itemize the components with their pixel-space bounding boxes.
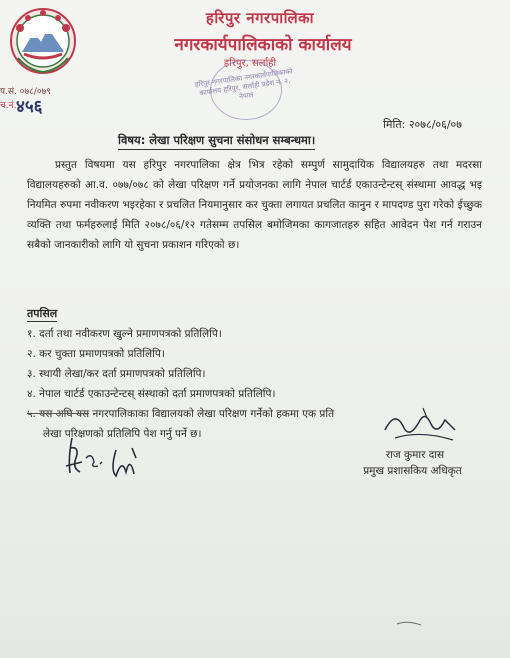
list-item: २. कर चुक्ता प्रमाणपत्रको प्रतिलिपि। xyxy=(27,348,165,360)
notice-body xyxy=(27,155,482,255)
list-item: ३. स्थायी लेखा/कर दर्ता प्रमाणपत्रको प्रतिलिपि। xyxy=(27,368,206,380)
struck-text: ५. यस अघि यस xyxy=(27,408,90,420)
nepal-emblem-icon xyxy=(8,6,78,76)
stamp-text: हरिपुर नगरपालिका नगरकार्यपालिकाको कार्यालय हरिपुर, सर्लाही प्रदेश नं. २, नेपाल xyxy=(194,67,294,101)
pen-mark-icon xyxy=(395,618,425,628)
body-paragraph: प्रस्तुत विषयमा यस हरिपुर नगरपालिका क्षेत्र भित्र रहेको सम्पुर्ण सामुदायिक विद्यालयहरु तथा मदरसा विद्यालयहरुको आ.व. ०७७/०७८ को लेखा परिक्षण गर्ने प्रयोजनका लागि नेपाल चार्टर्ड एकाउन्टेन्टस् संस्थामा आवद्ध भइ नियमित रुपमा नवीकरण भइरहेका र प्रचलित नियमानुसार कर चुक्ता लगायत प्रचलित कानुन र मापदण्ड पुरा गरेको ईच्छुक व्यक्ति तथा फर्महरुलाई मिति २०७८/०६/१२ गतेसम्म तपसिल बमोजिमका कागजातहरु सहित आवेदन पेश गर्न गराउन सबैको जानकारीको लागि यो सुचना प्रकाशन गरिएको छ। xyxy=(27,159,482,251)
chalani-number: ४५६ xyxy=(16,97,43,117)
signer-name: राज कुमार दास xyxy=(385,449,445,461)
municipality-name: हरिपुर नगरपालिका xyxy=(205,9,315,27)
initials-signature-icon xyxy=(60,428,160,488)
signer-title: प्रमुख प्रशासकिय अधिकृत xyxy=(363,465,462,477)
office-name: नगरकार्यपालिकाको कार्यालय xyxy=(174,35,352,55)
reference-number: प.सं. ०७८/०७९ xyxy=(0,87,51,97)
list-item: ४. नेपाल चार्टर्ड एकाउन्टेन्टस् संस्थाको दर्ता प्रमाणपत्रको प्रतिलिपि। xyxy=(27,388,276,400)
office-stamp xyxy=(195,60,295,120)
office-address: हरिपुर, सर्लाही xyxy=(223,58,277,69)
tapasil-heading: तपसिल xyxy=(27,307,58,320)
letter-date: मिति: २०७८/०६/०७ xyxy=(383,118,462,131)
chalani-label: च.नं. xyxy=(0,101,17,111)
officer-signature-icon xyxy=(375,400,465,450)
subject-line: विषय: लेखा परिक्षण सुचना संसोधन सम्बन्धमा। xyxy=(118,133,315,150)
item5-continuation: लेखा परिक्षणको प्रतिलिपि पेश गर्नु पर्ने छ। xyxy=(43,428,202,440)
item5-text: नगरपालिकाका विद्यालयको लेखा परिक्षण गर्नेको हकमा एक प्रति xyxy=(89,408,335,420)
list-item: १. दर्ता तथा नवीकरण खुल्ने प्रमाणपत्रको प्रतिलिपि। xyxy=(27,328,222,340)
